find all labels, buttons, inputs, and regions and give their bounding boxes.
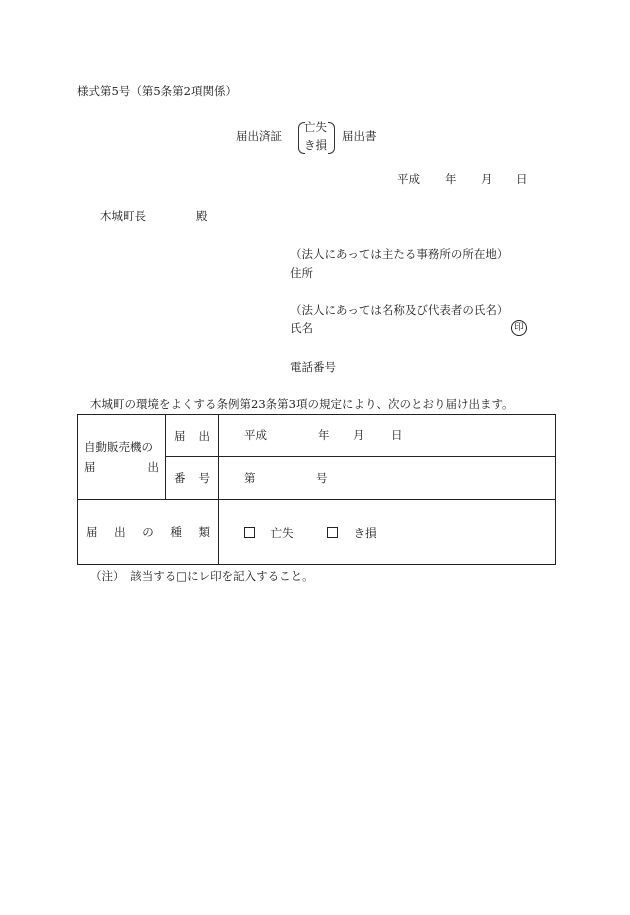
table-row-date (78, 415, 556, 457)
number-prefix: 第 (244, 471, 256, 485)
date-label-cell (166, 415, 219, 457)
address-label: 住所 (290, 266, 313, 280)
title-option-lost: 亡失 (304, 120, 327, 134)
addressee-honorific: 殿 (196, 209, 208, 223)
number-value-cell[interactable] (219, 457, 556, 500)
type-label-char: 種 (170, 525, 182, 539)
date-label-char: 出 (198, 428, 210, 443)
machine-header-cell (78, 415, 166, 500)
date-value-cell[interactable] (219, 415, 556, 457)
title-bracket-right (328, 122, 335, 154)
title-option-damaged: き損 (304, 138, 327, 152)
checkbox-damaged-icon[interactable] (327, 527, 338, 538)
option-lost[interactable] (244, 527, 294, 540)
date-label-char: 届 (174, 428, 186, 443)
intro-text: 木城町の環境をよくする条例第23条第3項の規定により、次のとおり届け出ます。 (90, 397, 514, 411)
option-lost-label: 亡失 (270, 526, 294, 540)
phone-label: 電話番号 (290, 360, 336, 374)
type-label-cell (78, 500, 219, 565)
machine-header-line1: 自動販売機の (84, 440, 153, 454)
name-label: 氏名 (290, 321, 313, 335)
type-label-char: の (142, 525, 154, 539)
seal-mark: 印 (511, 320, 527, 336)
date-year-unit: 年 (445, 172, 457, 186)
table-row-type (78, 500, 556, 565)
option-damaged-label: き損 (353, 526, 377, 540)
number-label-char: 号 (198, 471, 210, 485)
date-day-unit: 日 (516, 172, 528, 186)
table-date-day-unit: 日 (391, 428, 403, 442)
number-suffix: 号 (316, 471, 328, 485)
date-era: 平成 (397, 172, 420, 186)
type-label-char: 出 (114, 525, 126, 539)
date-month-unit: 月 (481, 172, 493, 186)
machine-header-char: 届 (84, 460, 96, 474)
machine-header-line2 (84, 459, 159, 475)
number-label-char: 番 (174, 471, 186, 485)
title-prefix: 届出済証 (236, 129, 282, 143)
type-label-char: 類 (198, 525, 210, 539)
name-note: （法人にあっては名称及び代表者の氏名） (290, 303, 509, 317)
title-suffix: 届出書 (342, 129, 377, 143)
table-date-month-unit: 月 (353, 428, 365, 442)
form-number: 様式第5号（第5条第2項関係） (77, 84, 237, 98)
option-damaged[interactable] (327, 527, 377, 540)
footnote: （注） 該当する□にレ印を記入すること。 (90, 569, 314, 583)
checkbox-lost-icon[interactable] (244, 527, 255, 538)
report-table (77, 414, 556, 565)
number-label-cell (166, 457, 219, 500)
machine-header-char: 出 (147, 460, 159, 474)
table-date-era: 平成 (244, 428, 267, 442)
type-options-cell (219, 500, 556, 565)
addressee-name: 木城町長 (100, 209, 146, 223)
address-note: （法人にあっては主たる事務所の所在地） (290, 247, 509, 261)
type-label-char: 届 (86, 525, 98, 539)
table-date-year-unit: 年 (318, 428, 330, 442)
